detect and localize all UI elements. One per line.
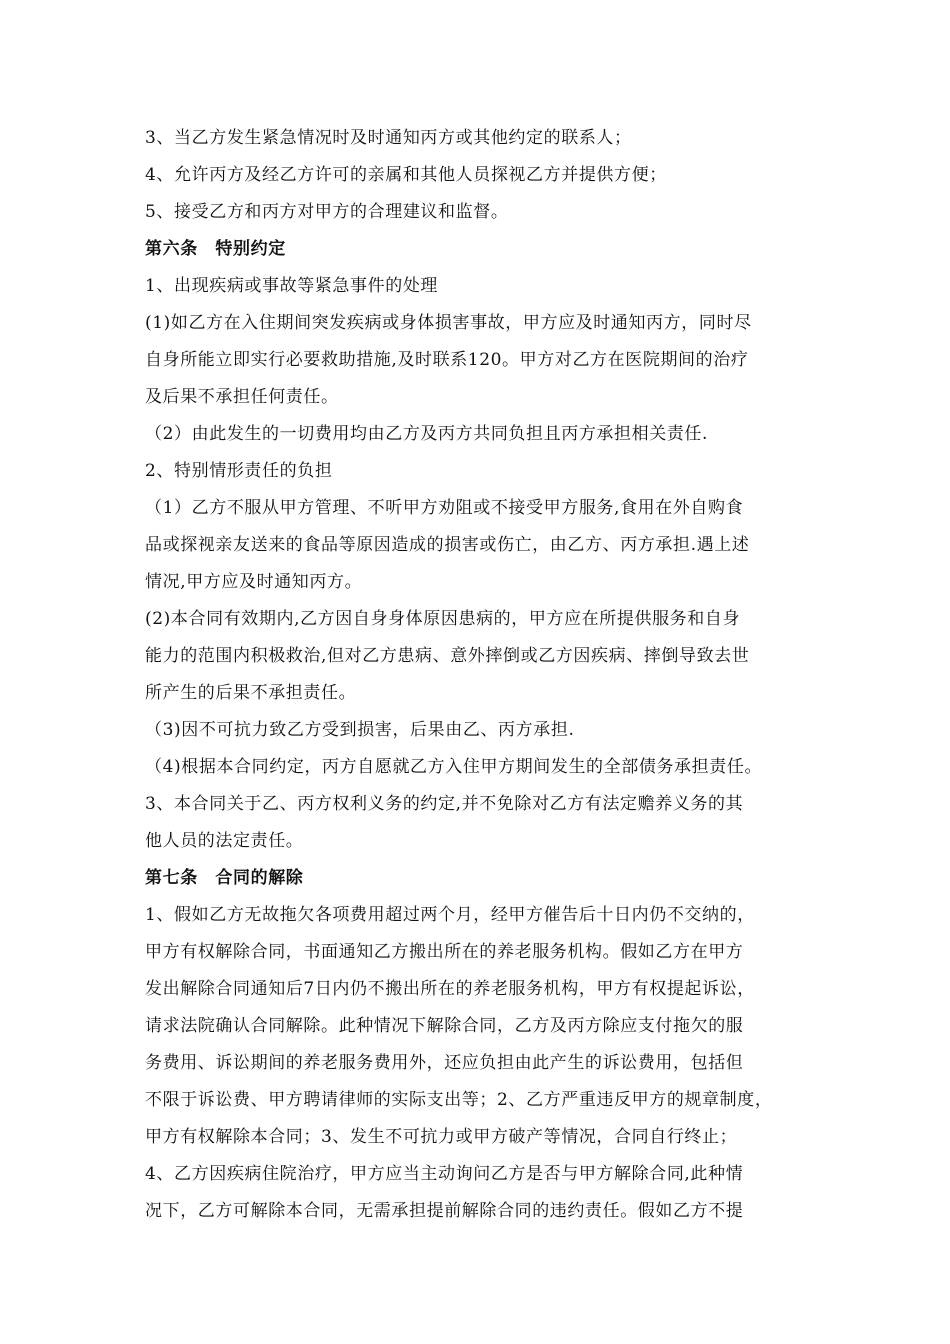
article-7-item-4-line-1: 4、乙方因疾病住院治疗，甲方应当主动询问乙方是否与甲方解除合同,此种情 [145, 1164, 744, 1184]
clause-5-item-4: 4、允许丙方及经乙方许可的亲属和其他人员探视乙方并提供方便； [145, 165, 667, 185]
article-7-item-4-line-2: 况下，乙方可解除本合同，无需承担提前解除合同的违约责任。假如乙方不提 [145, 1201, 744, 1221]
article-6-item-2-1-line-3: 情况,甲方应及时通知丙方。 [145, 572, 363, 592]
article-7-item-1-2-line: 不限于诉讼费、甲方聘请律师的实际支出等；2、乙方严重违反甲方的规章制度， [145, 1090, 773, 1110]
article-6-item-1-title: 1、出现疾病或事故等紧急事件的处理 [145, 276, 439, 296]
article-7-item-2-3-line: 甲方有权解除本合同；3、发生不可抗力或甲方破产等情况，合同自行终止； [145, 1127, 738, 1147]
article-6-item-2-2-line-3: 所产生的后果不承担责任。 [145, 683, 357, 703]
article-7-item-1-line-1: 1、假如乙方无故拖欠各项费用超过两个月，经甲方催告后十日内仍不交纳的， [145, 905, 755, 925]
article-6-item-2-2-line-1: (2)本合同有效期内,乙方因自身身体原因患病的，甲方应在所提供服务和自身 [145, 609, 741, 629]
clause-5-item-3: 3、当乙方发生紧急情况时及时通知丙方或其他约定的联系人； [145, 128, 632, 148]
article-6-item-2-3: （3)因不可抗力致乙方受到损害，后果由乙、丙方承担. [145, 720, 575, 740]
article-7-item-1-line-3: 发出解除合同通知后7日内仍不搬出所在的养老服务机构，甲方有权提起诉讼， [145, 979, 755, 999]
article-7-item-1-line-5: 务费用、诉讼期间的养老服务费用外，还应负担由此产生的诉讼费用，包括但 [145, 1053, 744, 1073]
article-7-heading: 第七条 合同的解除 [145, 868, 304, 888]
clause-5-item-5: 5、接受乙方和丙方对甲方的合理建议和监督。 [145, 202, 509, 222]
article-6-heading: 第六条 特别约定 [145, 239, 286, 259]
article-7-item-1-line-2: 甲方有权解除合同，书面通知乙方搬出所在的养老服务机构。假如乙方在甲方 [145, 942, 744, 962]
article-6-item-1-1-line-2: 自身所能立即实行必要救助措施,及时联系120。甲方对乙方在医院期间的治疗 [145, 350, 749, 370]
article-6-item-3-line-2: 他人员的法定责任。 [145, 831, 304, 851]
article-7-item-1-line-4: 请求法院确认合同解除。此种情况下解除合同，乙方及丙方除应支付拖欠的服 [145, 1016, 744, 1036]
article-6-item-2-4: （4)根据本合同约定，丙方自愿就乙方入住甲方期间发生的全部债务承担责任。 [145, 757, 763, 777]
article-6-item-1-1-line-1: (1)如乙方在入住期间突发疾病或身体损害事故，甲方应及时通知丙方，同时尽 [145, 313, 752, 333]
article-6-item-2-1-line-1: （1）乙方不服从甲方管理、不听甲方劝阻或不接受甲方服务,食用在外自购食 [145, 498, 744, 518]
article-6-item-2-title: 2、特别情形责任的负担 [145, 461, 333, 481]
article-6-item-1-2: （2）由此发生的一切费用均由乙方及丙方共同负担且丙方承担相关责任. [145, 424, 709, 444]
article-6-item-2-2-line-2: 能力的范围内积极救治,但对乙方患病、意外摔倒或乙方因疾病、摔倒导致去世 [145, 646, 750, 666]
article-6-item-1-1-line-3: 及后果不承担任何责任。 [145, 387, 339, 407]
article-6-item-3-line-1: 3、本合同关于乙、丙方权利义务的约定,并不免除对乙方有法定赡养义务的其 [145, 794, 744, 814]
article-6-item-2-1-line-2: 品或探视亲友送来的食品等原因造成的损害或伤亡，由乙方、丙方承担.遇上述 [145, 535, 750, 555]
